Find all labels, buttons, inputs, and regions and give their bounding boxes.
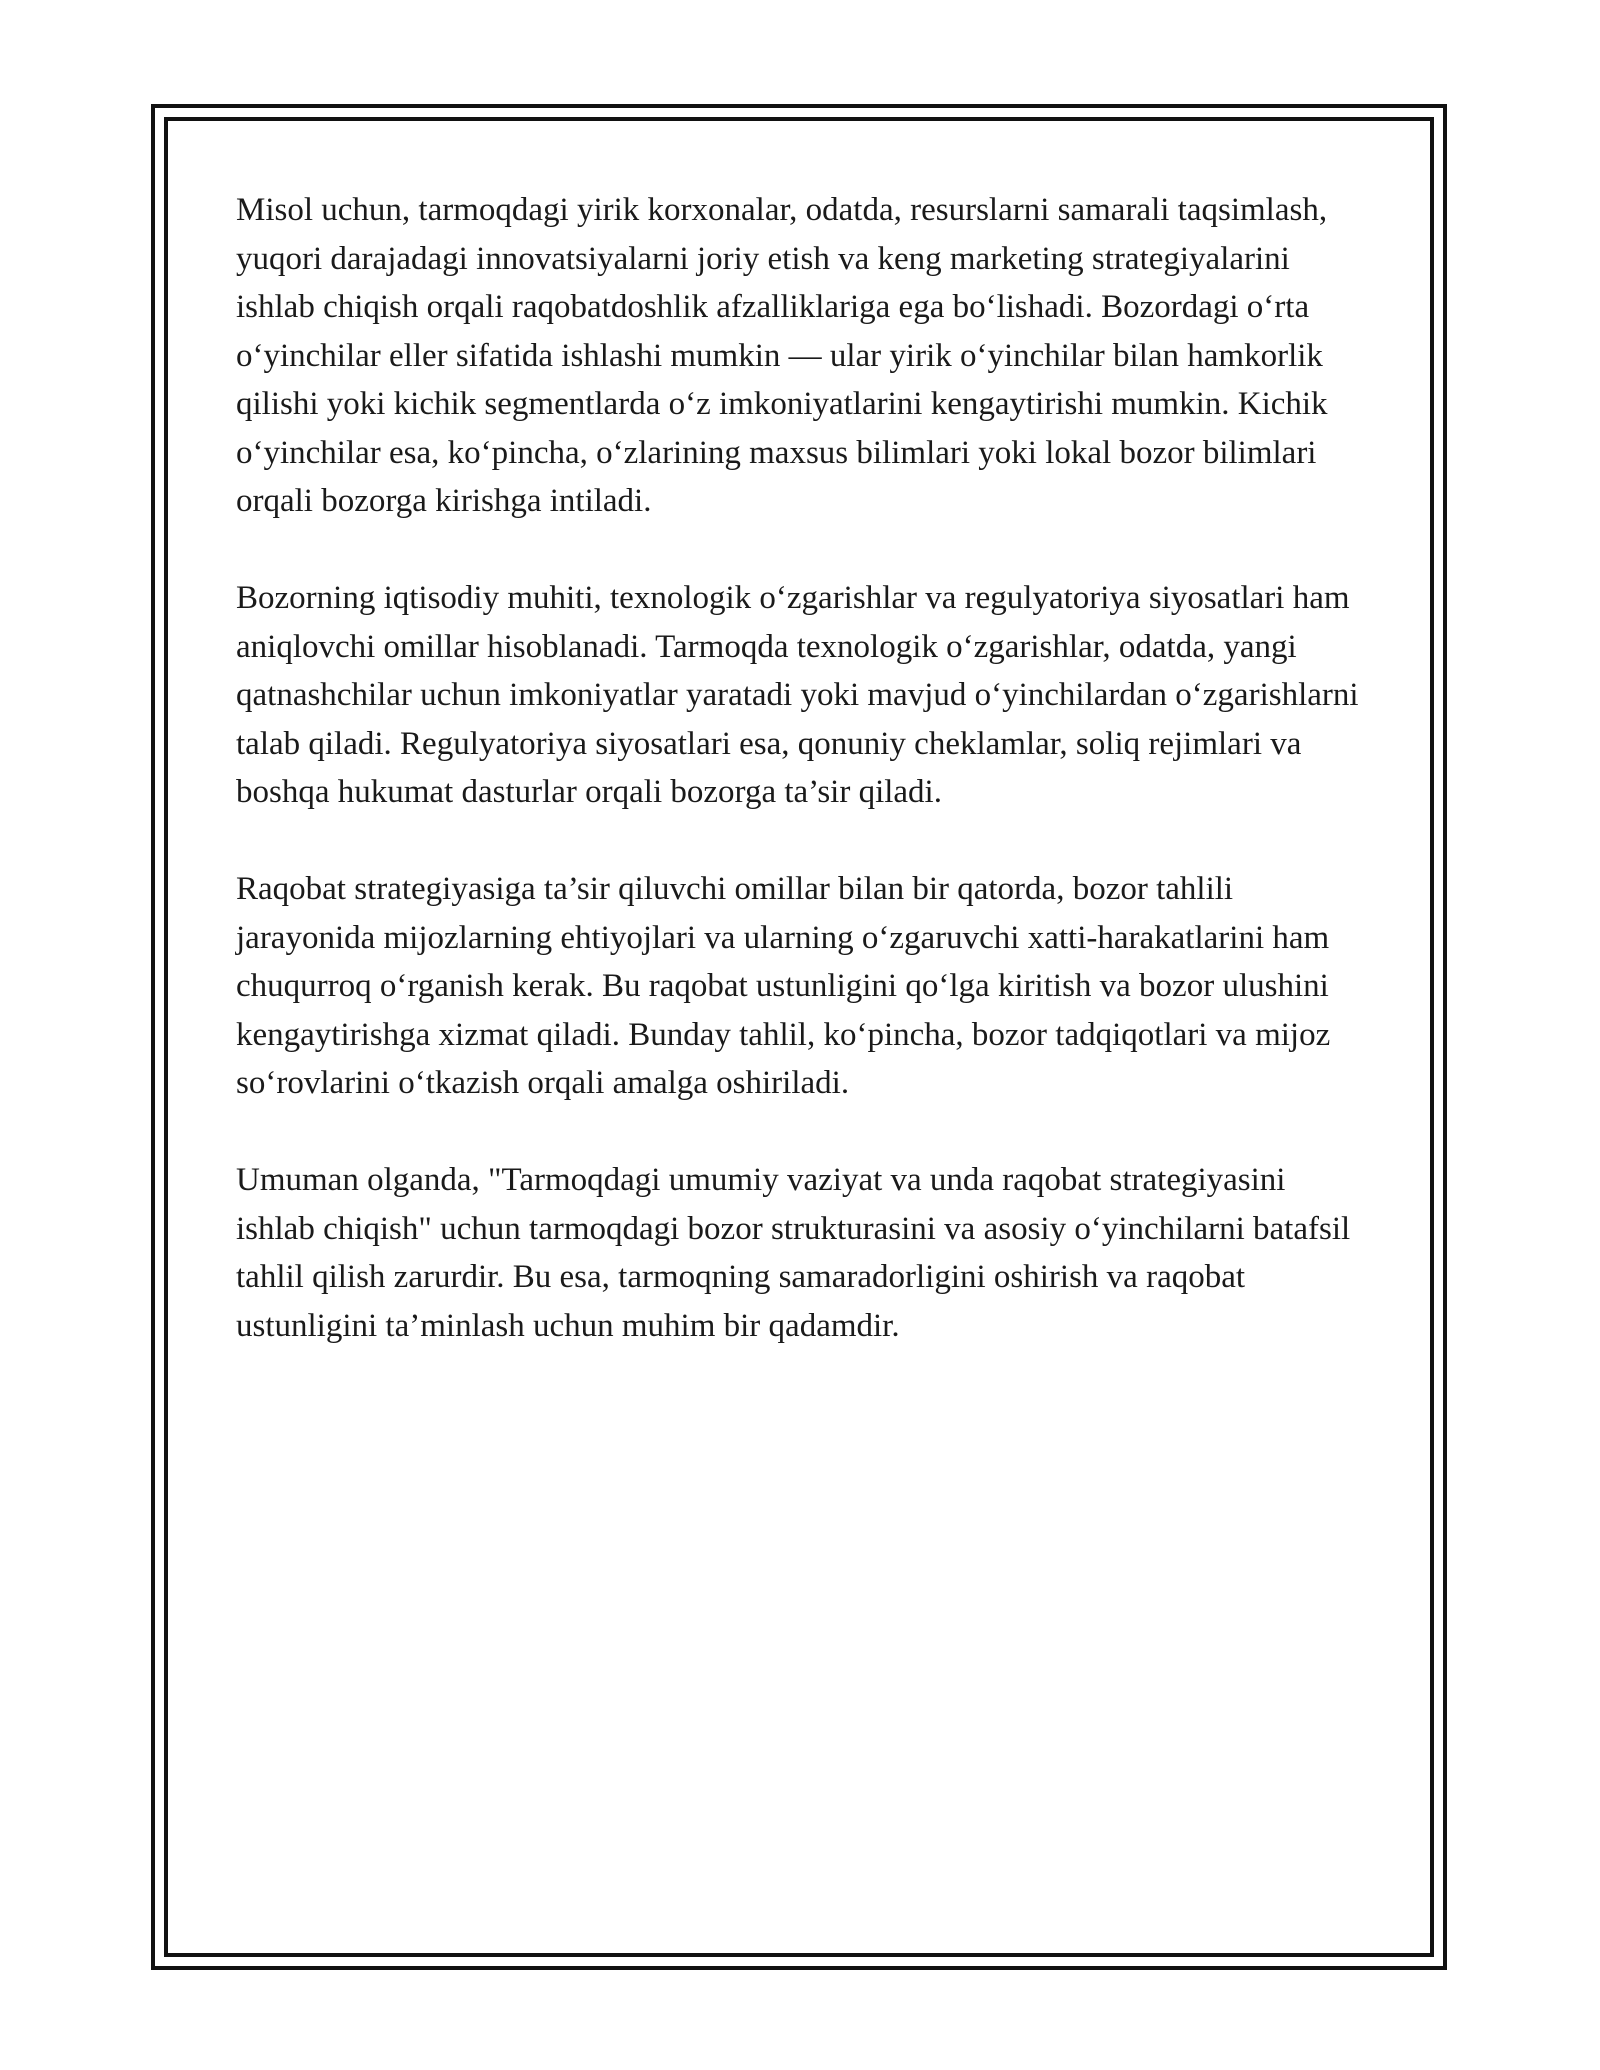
paragraph-1: Misol uchun, tarmoqdagi yirik korxonalar, odatda, resurslarni samarali taqsimlash, yuqori darajadagi innovatsiyalarni joriy etish va keng marketing strategiyalarini ishlab chiqish orqali raqobatdoshlik afzalliklariga ega bo‘lishadi. Bozordagi o‘rta o‘yinchilar eller sifatida ishlashi mumkin — ular yirik o‘yinchilar bilan hamkorlik qilishi yoki kichik segmentlarda o‘z imkoniyatlarini kengaytirishi mumkin. Kichik o‘yinchilar esa, ko‘pincha, o‘zlarining maxsus bilimlari yoki lokal bozor bilimlari orqali bozorga kirishga intiladi. [236, 192, 1328, 519]
paragraph-2: Bozorning iqtisodiy muhiti, texnologik o‘zgarishlar va regulyatoriya siyosatlari ham aniqlovchi omillar hisoblanadi. Tarmoqda texnologik o‘zgarishlar, odatda, yangi qatnashchilar uchun imkoniyatlar yaratadi yoki mavjud o‘yinchilardan o‘zgarishlarni talab qiladi. Regulyatoriya siyosatlari esa, qonuniy cheklamlar, soliq rejimlari va boshqa hukumat dasturlar orqali bozorga ta’sir qiladi. [236, 580, 1359, 810]
paragraph-4: Umuman olganda, "Tarmoqdagi umumiy vaziyat va unda raqobat strategiyasini ishlab chiqish" uchun tarmoqdagi bozor strukturasini va asosiy o‘yinchilarni batafsil tahlil qilish zarurdir. Bu esa, tarmoqning samaradorligini oshirish va raqobat ustunligini ta’minlash uchun muhim bir qadamdir. [236, 1162, 1351, 1344]
document-body [236, 186, 1366, 1399]
paragraph-3: Raqobat strategiyasiga ta’sir qiluvchi omillar bilan bir qatorda, bozor tahlili jarayonida mijozlarning ehtiyojlari va ularning o‘zgaruvchi xatti-harakatlarini ham chuqurroq o‘rganish kerak. Bu raqobat ustunligini qo‘lga kiritish va bozor ulushini kengaytirishga xizmat qiladi. Bunday tahlil, ko‘pincha, bozor tadqiqotlari va mijoz so‘rovlarini o‘tkazish orqali amalga oshiriladi. [236, 871, 1331, 1101]
